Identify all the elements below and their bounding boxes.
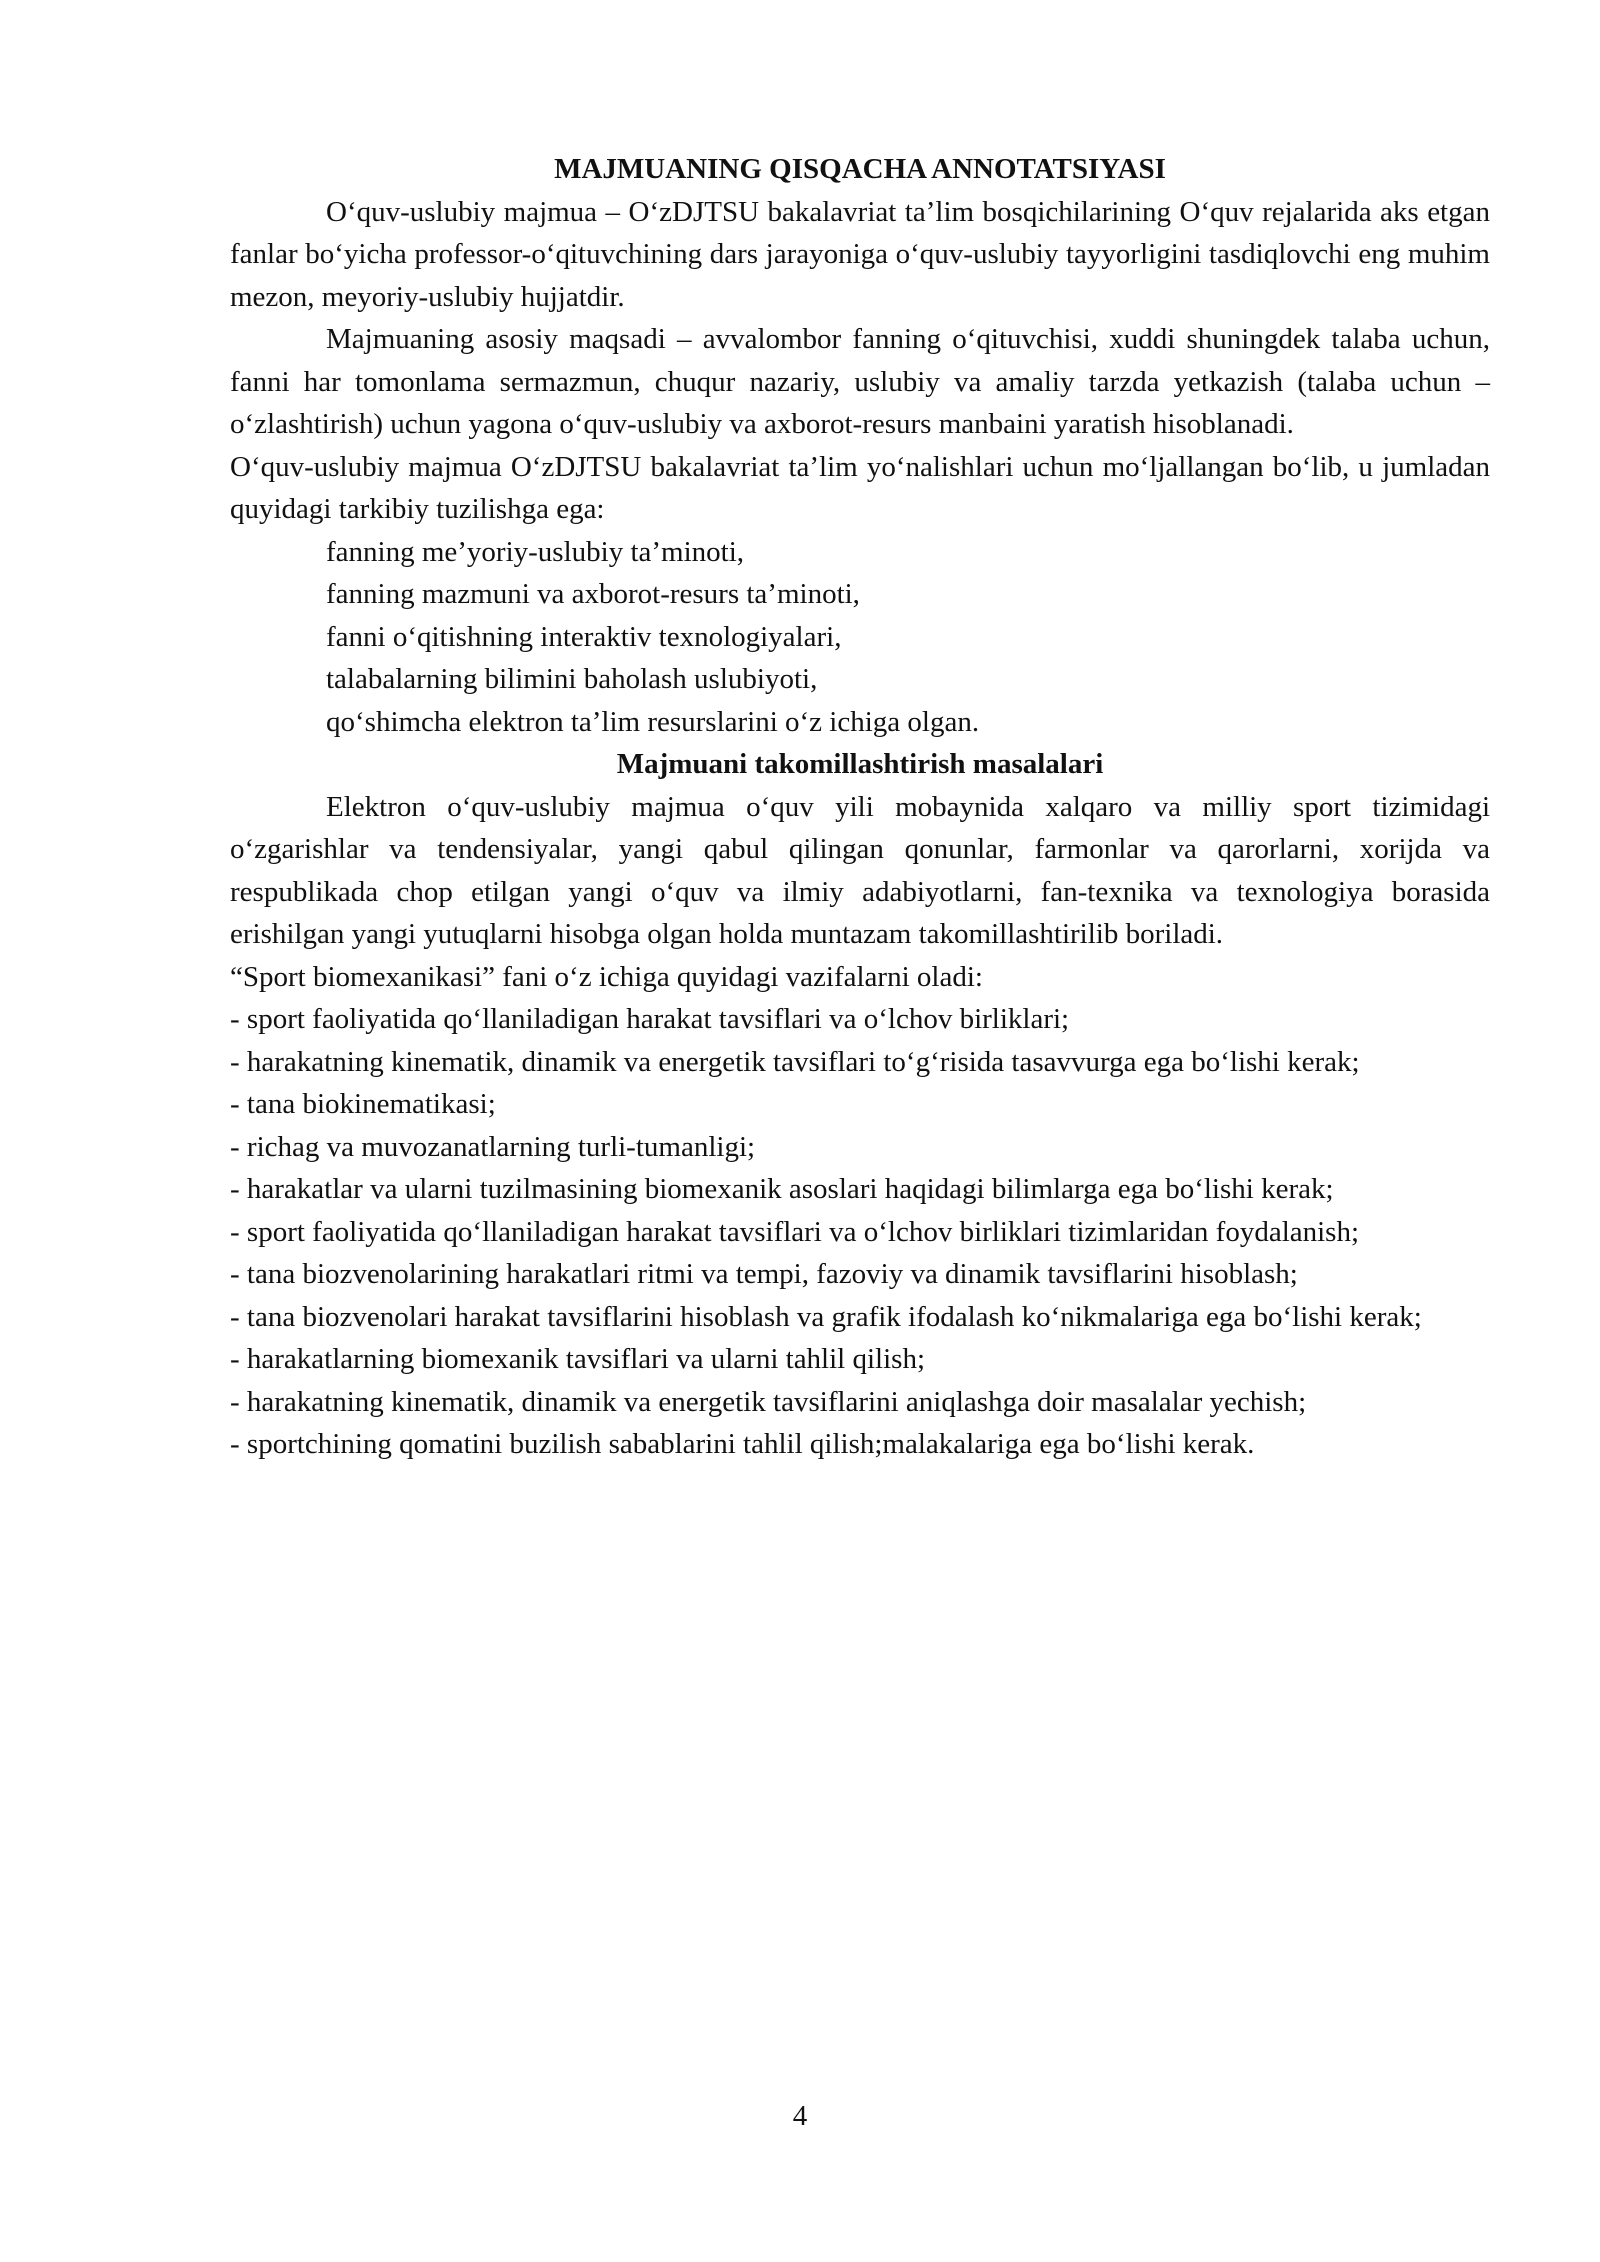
list-item: qo‘shimcha elektron ta’lim resurslarini o‘z ichiga olgan. — [326, 705, 980, 738]
list-item: - tana biokinematikasi; — [230, 1088, 496, 1120]
document-page — [230, 148, 1490, 1466]
list-item: fanni o‘qitishning interaktiv texnologiyalari, — [326, 620, 842, 653]
structure-list — [230, 531, 1490, 744]
intro-paragraph: O‘quv-uslubiy majmua – O‘zDJTSU bakalavriat ta’lim bosqichilarining O‘quv rejalarida aks etgan fanlar bo‘yicha professor-o‘qituvchining dars jarayoniga o‘quv-uslubiy tayyorligini tasdiqlovchi eng muhim mezon, meyoriy-uslubiy hujjatdir. — [230, 195, 1490, 313]
list-item: fanning mazmuni va axborot-resurs ta’minoti, — [326, 578, 860, 610]
list-item: - tana biozvenolarining harakatlari ritmi va tempi, fazoviy va dinamik tavsiflarini hisoblash; — [230, 1258, 1298, 1290]
sub-heading: Majmuani takomillashtirish masalalari — [616, 748, 1104, 780]
list-item: - sport faoliyatida qo‘llaniladigan harakat tavsiflari va o‘lchov birliklari tizimlaridan foydalanish; — [230, 1215, 1360, 1248]
list-item: fanning me’yoriy-uslubiy ta’minoti, — [326, 535, 745, 568]
list-item: - harakatning kinematik, dinamik va energetik tavsiflari to‘g‘risida tasavvurga ega bo‘lishi kerak; — [230, 1045, 1360, 1078]
main-heading: MAJMUANING QISQACHA ANNOTATSIYASI — [554, 153, 1166, 185]
purpose-paragraph: Majmuaning asosiy maqsadi – avvalombor fanning o‘qituvchisi, xuddi shuningdek talaba uchun, fanni har tomonlama sermazmun, chuqur nazariy, uslubiy va amaliy tarzda yetkazish (talaba uchun – o‘zlashtirish) uchun yagona o‘quv-uslubiy va axborot-resurs manbaini yaratish hisoblanadi. — [230, 323, 1490, 440]
tasks-intro: “Sport biomexanikasi” fani o‘z ichiga quyidagi vazifalarni oladi: — [230, 960, 983, 993]
tasks-list — [230, 998, 1490, 1466]
list-item: - tana biozvenolari harakat tavsiflarini hisoblash va grafik ifodalash ko‘nikmalariga ega bo‘lishi kerak; — [230, 1300, 1422, 1333]
page-number: 4 — [792, 2100, 808, 2132]
improvement-paragraph: Elektron o‘quv-uslubiy majmua o‘quv yili mobaynida xalqaro va milliy sport tizimidagi o‘zgarishlar va tendensiyalar, yangi qabul qilingan qonunlar, farmonlar va qarorlarni, xorijda va respublikada chop etilgan yangi o‘quv va ilmiy adabiyotlarni, fan-texnika va texnologiya borasida erishilgan yangi yutuqlarni hisobga olgan holda muntazam takomillashtirilib boriladi. — [230, 790, 1490, 950]
structure-paragraph: O‘quv-uslubiy majmua O‘zDJTSU bakalavriat ta’lim yo‘nalishlari uchun mo‘ljallangan bo‘lib, u jumladan quyidagi tarkibiy tuzilishga ega: — [230, 450, 1490, 525]
list-item: - sportchining qomatini buzilish sabablarini tahlil qilish;malakalariga ega bo‘lishi kerak. — [230, 1428, 1255, 1460]
list-item: - harakatlarning biomexanik tavsiflari va ularni tahlil qilish; — [230, 1343, 925, 1375]
list-item: - sport faoliyatida qo‘llaniladigan harakat tavsiflari va o‘lchov birliklari; — [230, 1003, 1070, 1035]
list-item: - richag va muvozanatlarning turli-tumanligi; — [230, 1130, 756, 1163]
list-item: - harakatning kinematik, dinamik va energetik tavsiflarini aniqlashga doir masalalar yechish; — [230, 1385, 1307, 1418]
list-item: - harakatlar va ularni tuzilmasining biomexanik asoslari haqidagi bilimlarga ega bo‘lishi kerak; — [230, 1173, 1334, 1205]
list-item: talabalarning bilimini baholash uslubiyoti, — [326, 663, 818, 695]
